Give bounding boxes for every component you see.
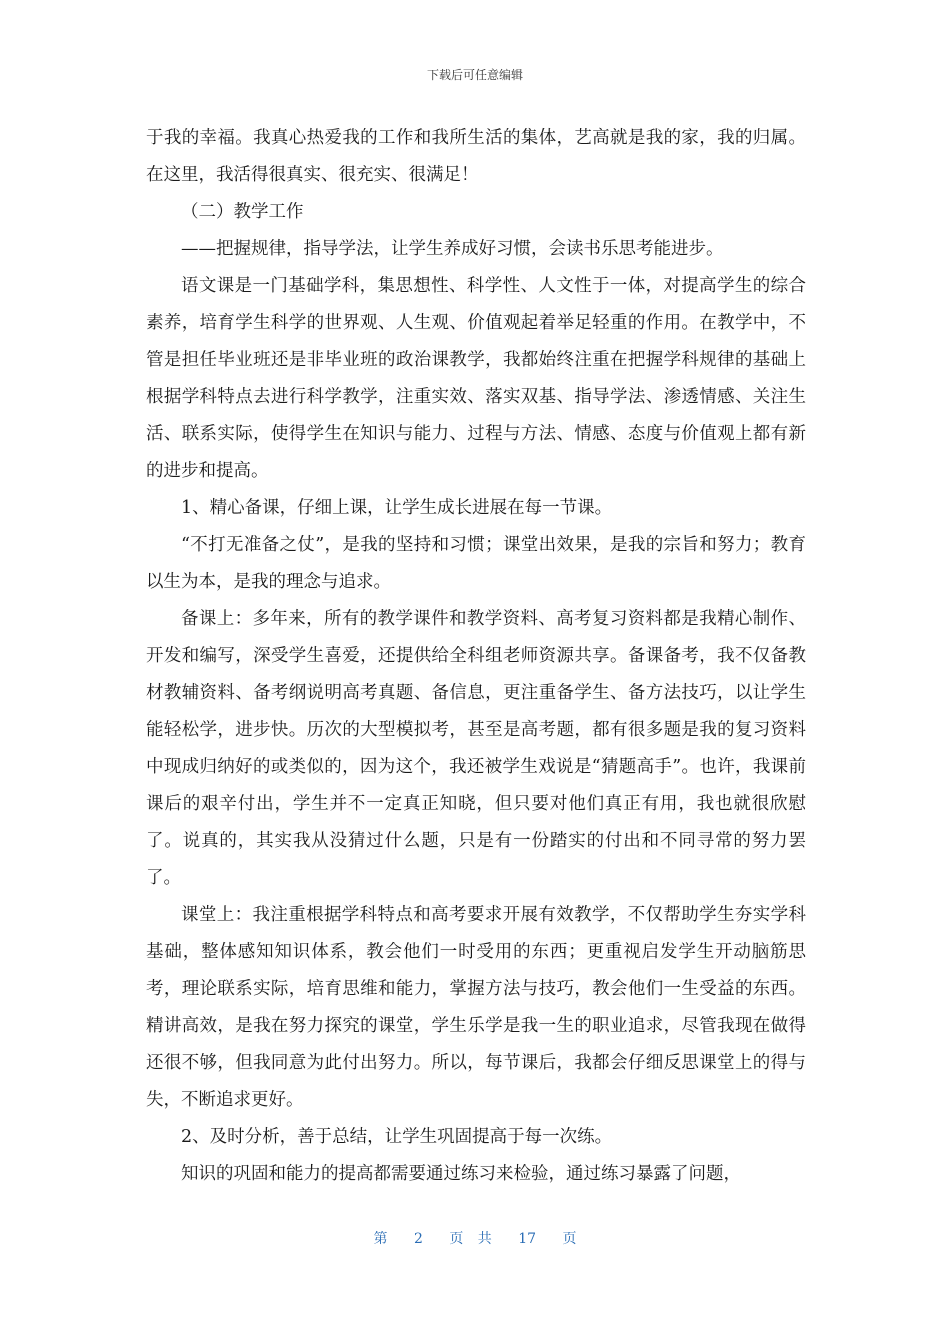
paragraph: 备课上：多年来，所有的教学课件和教学资料、高考复习资料都是我精心制作、开发和编写，深受学生喜爱，还提供给全科组老师资源共享。备课备考，我不仅备教材教辅资料、备考纲说明高考真题、备信息，更注重备学生、备方法技巧，以让学生能轻松学，进步快。历次的大型模拟考，甚至是高考题，都有很多题是我的复习资料中现成归纳好的或类似的，因为这个，我还被学生戏说是“猜题高手”。也许，我课前课后的艰辛付出，学生并不一定真正知晓，但只要对他们真正有用，我也就很欣慰了。说真的，其实我从没猜过什么题，只是有一份踏实的付出和不同寻常的努力罢了。 [146,609,806,888]
subheading: 2、及时分析，善于总结，让学生巩固提高于每一次练。 [181,1127,613,1147]
paragraph: 课堂上：我注重根据学科特点和高考要求开展有效教学，不仅帮助学生夯实学科基础，整体感知知识体系，教会他们一时受用的东西；更重视启发学生开动脑筋思考，理论联系实际，培育思维和能力，掌握方法与技巧，教会他们一生受益的东西。精讲高效，是我在努力探究的课堂，学生乐学是我一生的职业追求，尽管我现在做得还很不够，但我同意为此付出努力。所以，每节课后，我都会仔细反思课堂上的得与失，不断追求更好。 [146,905,806,1110]
footer-middle: 页 共 [449,1231,492,1247]
page-total: 17 [518,1231,537,1247]
paragraph: “不打无准备之仗”，是我的坚持和习惯；课堂出效果，是我的宗旨和努力；教育以生为本，是我的理念与追求。 [146,535,806,592]
page-number: 2 [413,1231,423,1247]
footer-suffix: 页 [562,1231,577,1247]
document-body [146,120,806,1193]
subheading: 1、精心备课，仔细上课，让学生成长进展在每一节课。 [181,498,613,518]
footer-prefix: 第 [373,1231,388,1247]
page-header: 下载后可任意编辑 [426,68,523,82]
section-heading: （二）教学工作 [181,202,304,222]
page-footer [0,1228,950,1248]
paragraph: 知识的巩固和能力的提高都需要通过练习来检验，通过练习暴露了问题， [181,1164,741,1184]
paragraph: 语文课是一门基础学科，集思想性、科学性、人文性于一体，对提高学生的综合素养，培育学生科学的世界观、人生观、价值观起着举足轻重的作用。在教学中，不管是担任毕业班还是非毕业班的政治课教学，我都始终注重在把握学科规律的基础上根据学科特点去进行科学教学，注重实效、落实双基、指导学法、渗透情感、关注生活、联系实际，使得学生在知识与能力、过程与方法、情感、态度与价值观上都有新的进步和提高。 [146,276,806,481]
paragraph: ——把握规律，指导学法，让学生养成好习惯，会读书乐思考能进步。 [181,239,724,259]
paragraph: 于我的幸福。我真心热爱我的工作和我所生活的集体，艺高就是我的家，我的归属。在这里，我活得很真实、很充实、很满足！ [146,128,806,185]
